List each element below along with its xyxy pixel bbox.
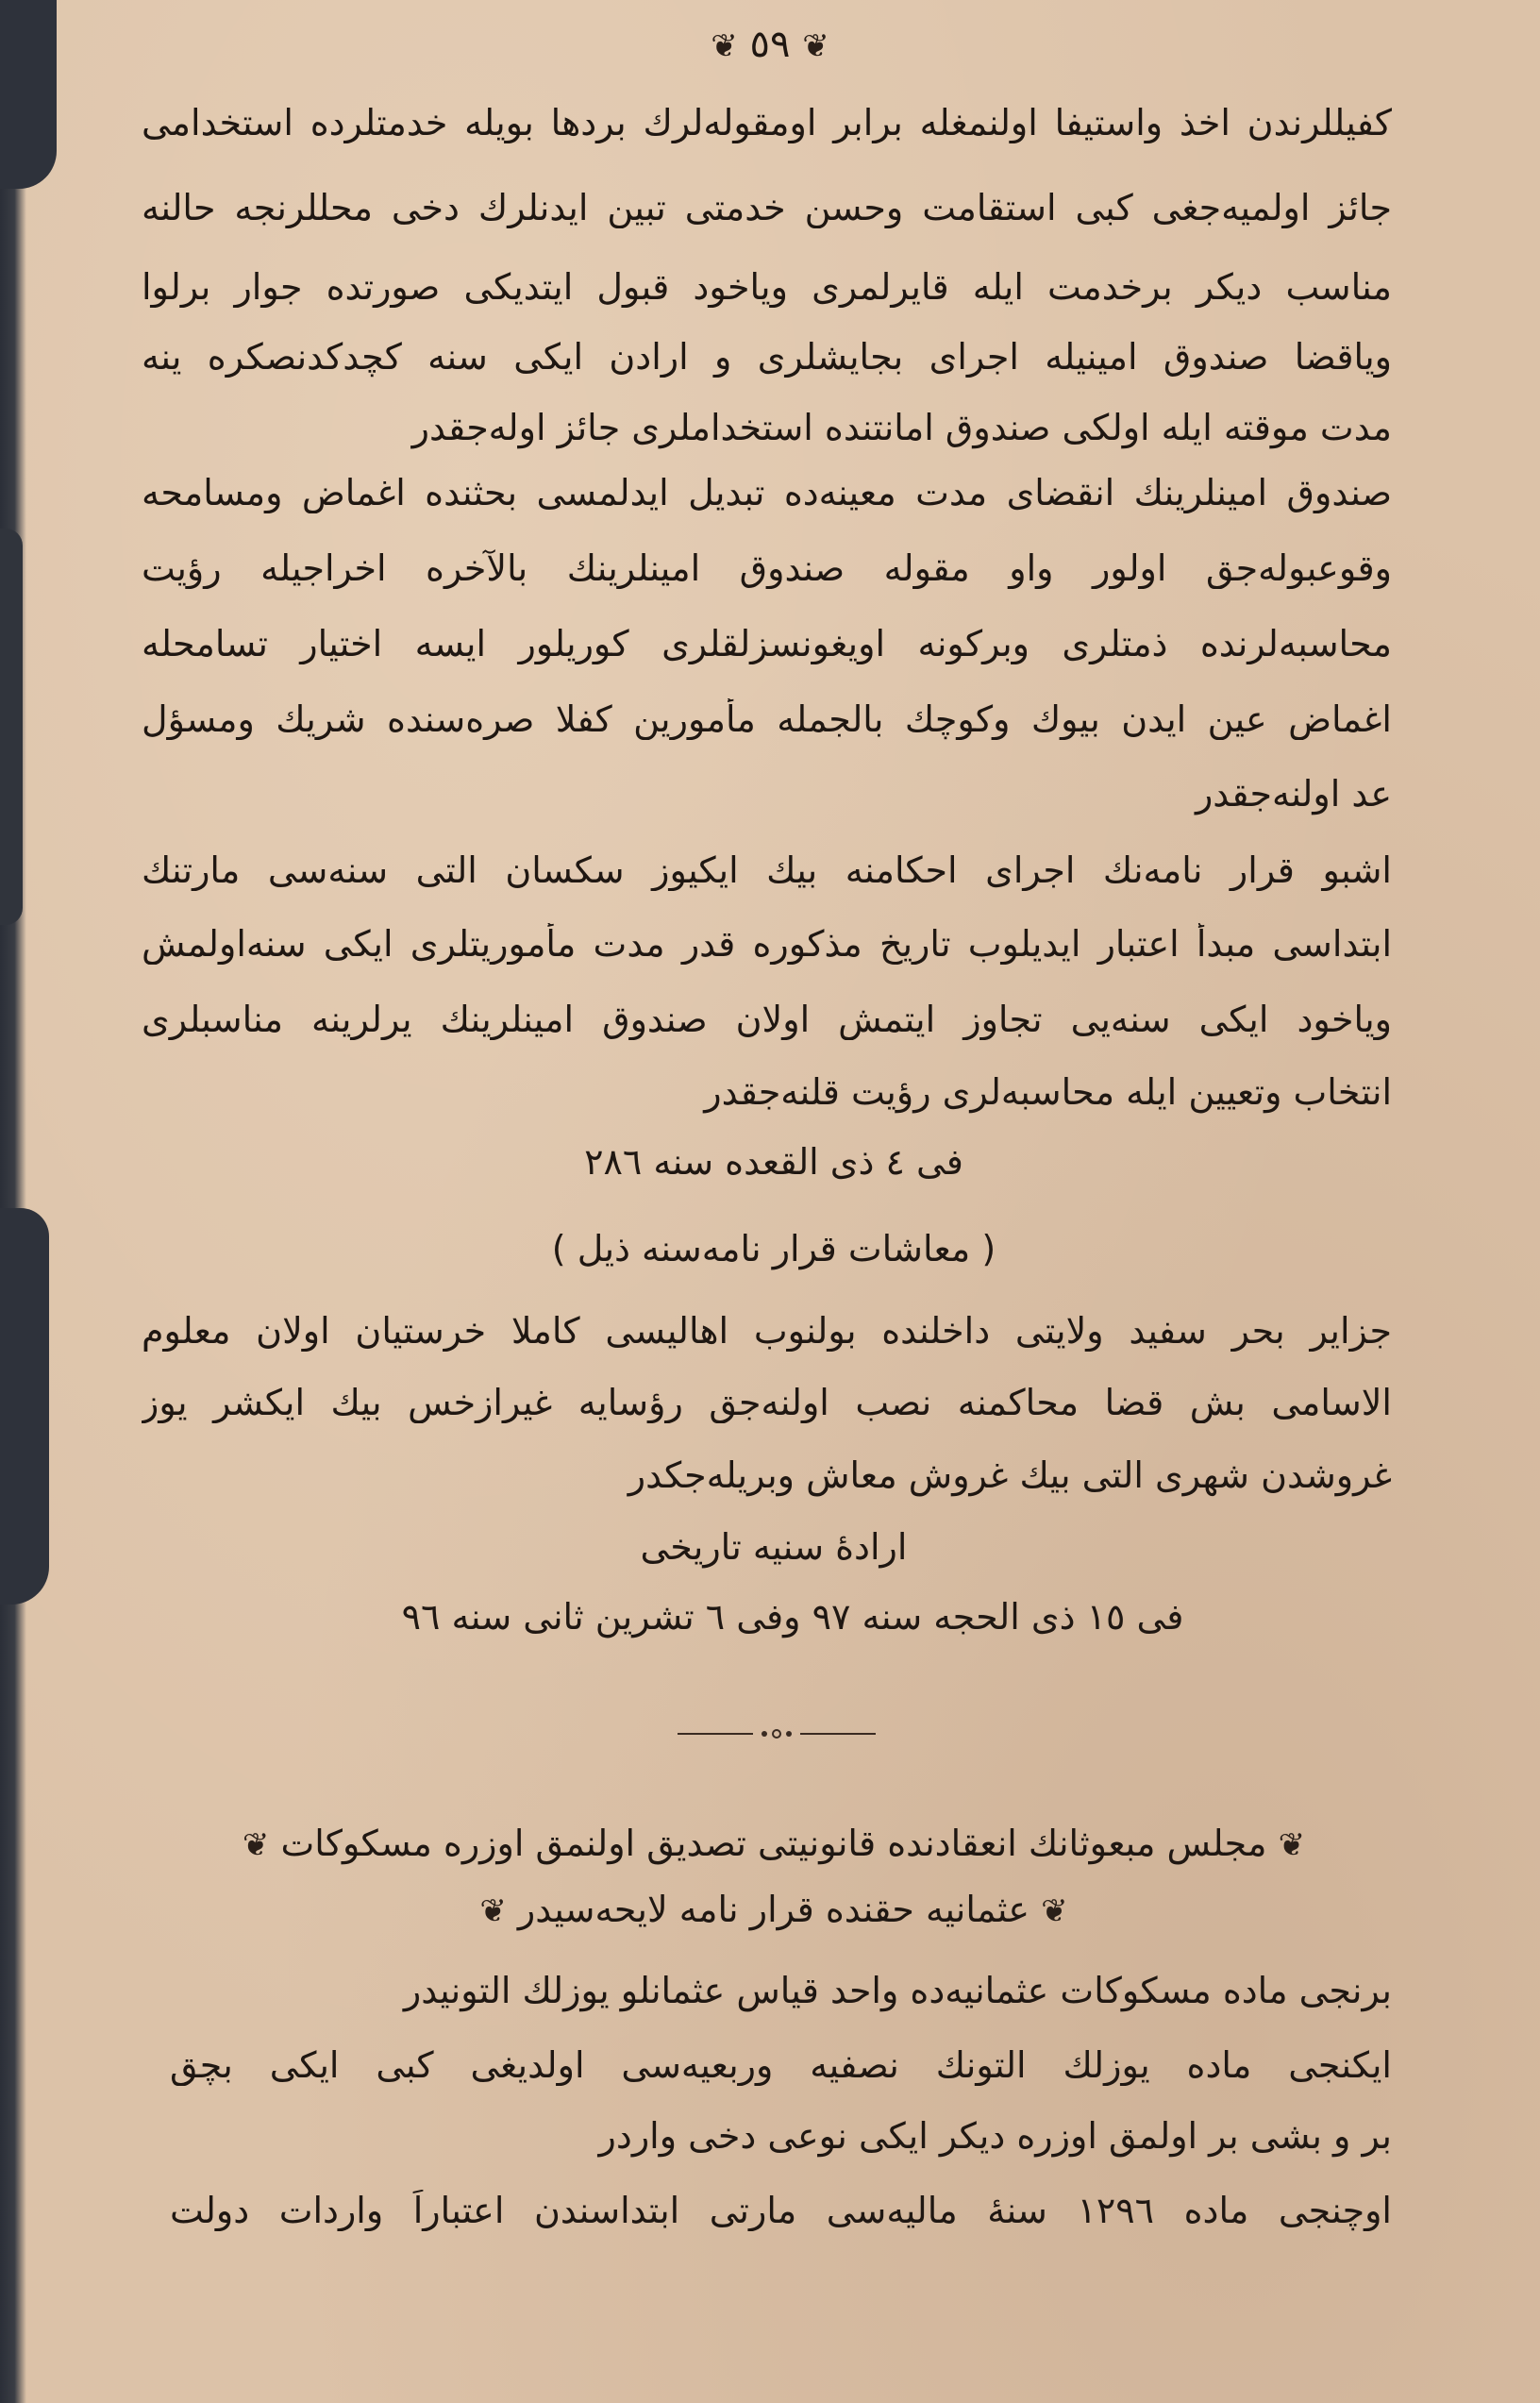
body-line-last: انتخاب وتعیین ایله محاسبه‌لری رؤیت قلنه‌جقدر	[704, 1071, 1392, 1113]
article-line: ایکنجی ماده یوزلك التونك نصفیه وربعیه‌سی اولدیغی کبی ایکی بچق	[170, 2044, 1392, 2086]
subheading: ( معاشات قرار نامه‌سنه ذیل )	[551, 1228, 996, 1269]
body-line: ویاخود ایکی سنه‌یی تجاوز ایتمش اولان صندوق امینلرینك یرلرینه مناسبلری	[142, 999, 1392, 1040]
divider-ornament	[678, 1727, 876, 1740]
section-title-line1: مجلس مبعوثانك انعقادنده قانونیتی تصدیق اولنمق اوزره مسکوکات	[280, 1823, 1267, 1864]
body-line: مناسب دیکر برخدمت ایله قایرلمری ویاخود قبول ایتدیکی صورتده جوار برلوا	[142, 266, 1392, 308]
body-line: محاسبه‌لرنده ذمتلری وبرکونه اویغونسزلقلری کوریلور ایسه اختیار تسامحله	[142, 623, 1392, 664]
torn-left-edge	[0, 0, 26, 2403]
body-line-last: غروشدن شهری التی بیك غروش معاش وبریله‌جکدر	[628, 1454, 1392, 1496]
page-number-header	[0, 21, 1540, 70]
body-line: جائز اولمیه‌جغی کبی استقامت وحسن خدمتی تبین ایدنلرك دخی محللرنجه حالنه	[142, 187, 1392, 228]
date-line: فی ١٥ ذی الحجه سنه ٩٧ وفی ٦ تشرین ثانی سنه ٩٦	[401, 1596, 1184, 1638]
body-line: ابتداسی مبدأ اعتبار ایدیلوب تاریخ مذکوره قدر مدت مأموریتلری ایکی سنه‌اولمش	[142, 923, 1392, 965]
page-number: ٥٩	[749, 23, 791, 66]
article-line: اوچنجی ماده ١٢٩٦ سنهٔ مالیه‌سی مارتی ابتداسندن اعتباراً واردات دولت	[170, 2190, 1392, 2231]
ornament-icon: ❦	[711, 27, 738, 65]
torn-edge-shadow	[0, 529, 23, 925]
body-line: ویاقضا صندوق امینیله اجرای بجایشلری و ارادن ایکی سنه کچدکدنصکره ینه	[142, 336, 1392, 378]
section-title	[208, 1822, 1340, 1867]
body-line: جزایر بحر سفید ولایتی داخلنده بولنوب اهالیسی کاملا خرستیان اولان معلوم	[142, 1310, 1392, 1352]
body-line-last: مدت موقته ایله اولکی صندوق امانتنده استخداملری جائز اوله‌جقدر	[411, 407, 1392, 448]
section-title	[396, 1888, 1151, 1933]
section-title-line2: عثمانیه حقنده قرار نامه لایحه‌سیدر	[517, 1889, 1030, 1930]
body-line: اشبو قرار نامه‌نك اجرای احکامنه بیك ایکیوز سکسان التی سنه‌سی مارتنك	[142, 849, 1392, 891]
article-line: برنجی ماده مسکوکات عثمانیه‌ده واحد قیاس عثمانلو یوزلك التونیدر	[403, 1970, 1392, 2011]
body-line: الاسامی بش قضا محاکمنه نصب اولنه‌جق رؤسایه غیرازخس بیك ایکشر یوز	[142, 1382, 1392, 1423]
body-line: صندوق امینلرینك انقضای مدت معینه‌ده تبدیل ایدلمسی بحثنده اغماض ومسامحه	[142, 472, 1392, 513]
date-line: فی ٤ ذی القعده سنه ٢٨٦	[584, 1141, 963, 1183]
ornament-icon: ❦	[479, 1892, 507, 1930]
body-line: وقوعبوله‌جق اولور واو مقوله صندوق امینلرینك بالآخره اخراجیله رؤیت	[142, 547, 1392, 589]
ornament-icon: ❦	[1041, 1892, 1068, 1930]
body-line: کفیللرندن اخذ واستیفا اولنمغله برابر اومقوله‌لرك بردها بویله خدمتلرده استخدامی	[142, 102, 1392, 143]
irade-label: ارادهٔ سنیه تاریخی	[640, 1526, 908, 1568]
ornament-icon: ❦	[802, 27, 829, 65]
ornament-icon: ❦	[1278, 1826, 1306, 1864]
torn-edge-shadow	[0, 1208, 49, 1605]
article-line: بر و بشی بر اولمق اوزره دیکر ایکی نوعی دخی واردر	[598, 2115, 1392, 2157]
ornament-icon: ❦	[242, 1826, 270, 1864]
body-line: اغماض عین ایدن بیوك وکوچك بالجمله مأمورین کفلا صره‌سنده شریك ومسؤل	[142, 698, 1392, 740]
body-line-last: عد اولنه‌جقدر	[1195, 773, 1392, 815]
